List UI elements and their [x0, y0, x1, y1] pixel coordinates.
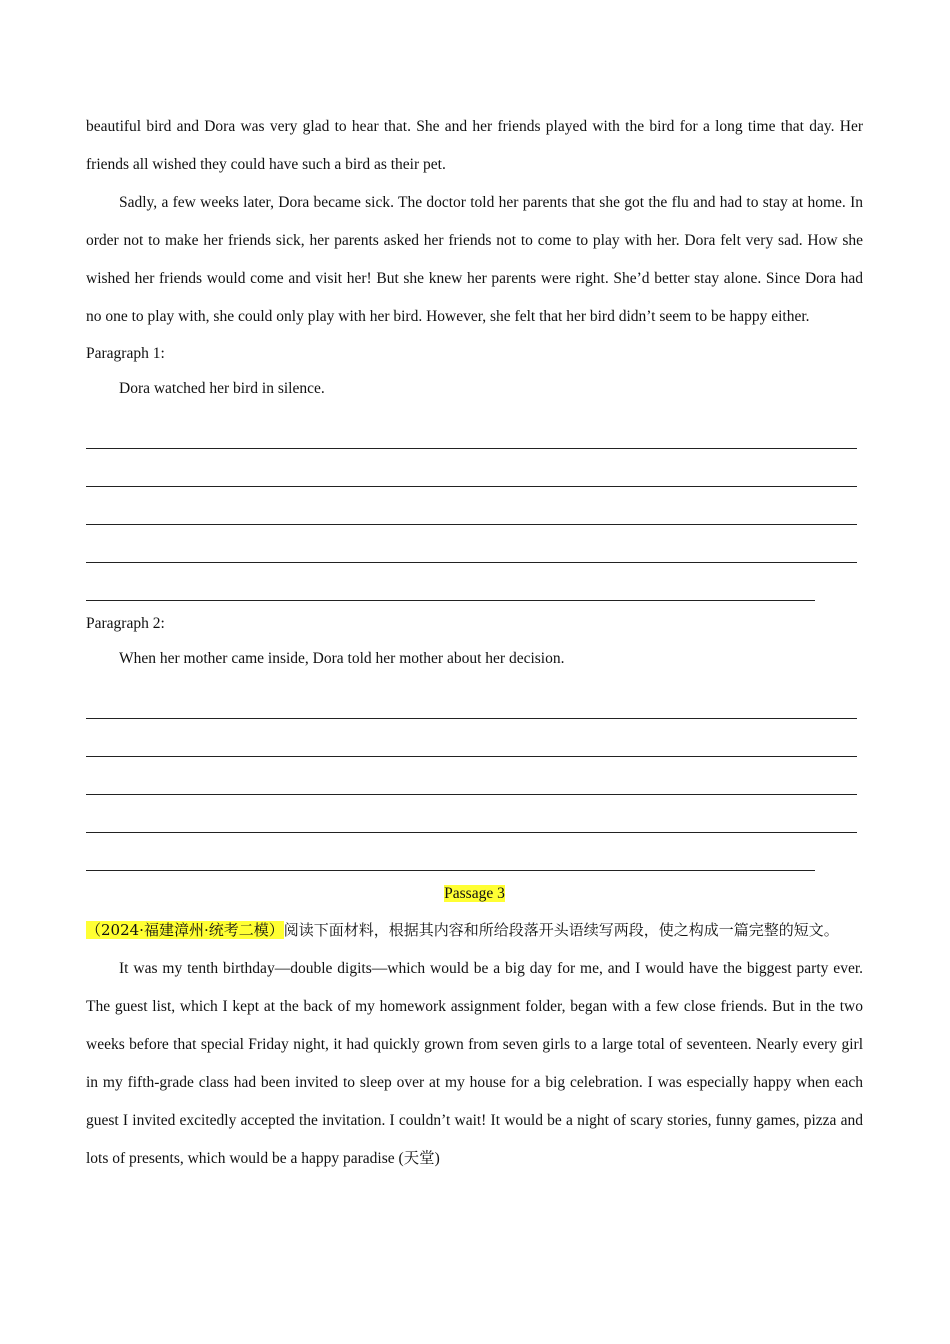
passage2-paragraph-sick: Sadly, a few weeks later, Dora became sick. The doctor told her parents that she got the flu and had to stay at home. In order not to make her friends sick, her parents asked her friends not to come to play with her. Dora felt very sad. How she wished her friends would come and visit her! But she knew her parents were right. She’d better stay alone. Since Dora had no one to play with, she could only play with her bird. However, she felt that her bird didn’t seem to be happy either. — [86, 194, 863, 325]
paragraph2-label: Paragraph 2: — [86, 615, 165, 632]
paragraph1-writing-lines[interactable] — [86, 411, 863, 601]
passage3-paragraph-birthday: It was my tenth birthday—double digits—which would be a big day for me, and I would have the biggest party ever. The guest list, which I kept at the back of my homework assignment folder, began with a few close friends. But in the two weeks before that special Friday night, it had quickly grown from seven girls to a large total of seventeen. Nearly every girl in my fifth-grade class had been invited to sleep over at my house for a big celebration. I was especially happy when each guest I invited excitedly accepted the invitation. I couldn’t wait! It would be a night of scary stories, funny games, pizza and lots of presents, which would be a happy paradise (天堂) — [86, 960, 863, 1167]
instruction-text: 阅读下面材料，根据其内容和所给段落开头语续写两段，使之构成一篇完整的短文。 — [283, 921, 839, 939]
passage3-heading-text: Passage 3 — [444, 885, 505, 902]
writing-line[interactable] — [86, 525, 863, 563]
writing-line[interactable] — [86, 487, 863, 525]
document-page — [86, 108, 863, 1178]
writing-line[interactable] — [86, 449, 863, 487]
writing-line[interactable] — [86, 795, 863, 833]
writing-line[interactable] — [86, 833, 863, 871]
writing-line[interactable] — [86, 681, 863, 719]
writing-line[interactable] — [86, 563, 863, 601]
writing-line[interactable] — [86, 757, 863, 795]
passage3-heading — [86, 876, 863, 911]
paragraph2-starter: When her mother came inside, Dora told her mother about her decision. — [119, 650, 565, 667]
writing-line[interactable] — [86, 719, 863, 757]
source-tag: （2024·福建漳州·统考二模） — [86, 921, 284, 939]
passage2-paragraph-continued: beautiful bird and Dora was very glad to hear that. She and her friends played with the bird for a long time that day. Her friends all wished they could have such a bird as their pet. — [86, 118, 863, 173]
paragraph2-writing-lines[interactable] — [86, 681, 863, 871]
writing-line[interactable] — [86, 411, 863, 449]
paragraph1-label: Paragraph 1: — [86, 345, 165, 362]
passage3-instruction — [86, 911, 863, 950]
paragraph1-starter: Dora watched her bird in silence. — [119, 380, 325, 397]
